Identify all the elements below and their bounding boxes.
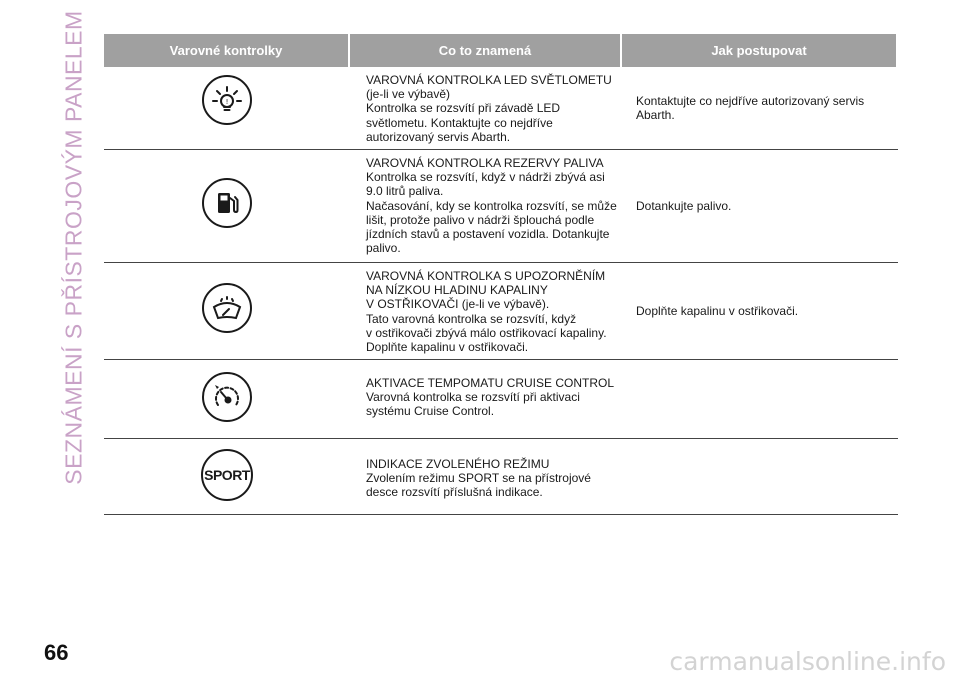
meaning-cell bbox=[350, 150, 622, 262]
header-action: Jak postupovat bbox=[622, 34, 896, 67]
meaning-cell bbox=[350, 263, 622, 359]
action-cell bbox=[622, 263, 898, 359]
cruise-control-icon bbox=[202, 372, 252, 422]
icon-cell bbox=[104, 150, 350, 262]
table-header bbox=[104, 34, 898, 67]
sport-mode-icon bbox=[201, 449, 253, 501]
action-cell bbox=[622, 439, 898, 514]
action-cell bbox=[622, 67, 898, 149]
meaning-cell bbox=[350, 67, 622, 149]
meaning-cell bbox=[350, 439, 622, 514]
table-row bbox=[104, 150, 898, 263]
meaning-text: INDIKACE ZVOLENÉHO REŽIMU Zvolením režimu SPORT se na přístrojové desce rozsvítí příslušná indikace. bbox=[366, 457, 591, 500]
action-text: Dotankujte palivo. bbox=[636, 198, 732, 213]
action-cell bbox=[622, 150, 898, 262]
icon-cell bbox=[104, 263, 350, 359]
watermark: carmanualsonline.info bbox=[669, 647, 946, 676]
section-side-title bbox=[56, 9, 92, 485]
action-cell bbox=[622, 360, 898, 438]
header-meaning: Co to znamená bbox=[350, 34, 620, 67]
table-row bbox=[104, 439, 898, 515]
side-title-text: SEZNÁMENÍ S PŘÍSTROJOVÝM PANELEM bbox=[60, 9, 87, 485]
action-text: Doplňte kapalinu v ostřikovači. bbox=[636, 303, 799, 318]
table-row bbox=[104, 263, 898, 360]
icon-cell bbox=[104, 67, 350, 149]
warning-lights-table bbox=[104, 34, 898, 515]
fuel-pump-icon bbox=[202, 178, 252, 228]
table-row bbox=[104, 360, 898, 439]
svg-text:!: ! bbox=[225, 98, 229, 106]
icon-cell bbox=[104, 439, 350, 514]
meaning-text: VAROVNÁ KONTROLKA S UPOZORNĚNÍM NA NÍZKOU HLADINU KAPALINY V OSTŘIKOVAČI (je-li ve výbavě). Tato varovná kontrolka se rozsvítí, když v ostřikovači zbývá málo ostřikovací kapaliny. Doplňte kapalinu v ostřikovači. bbox=[366, 269, 607, 355]
page-number: 66 bbox=[44, 640, 69, 665]
led-headlight-warning-icon bbox=[202, 75, 252, 125]
header-warning-lights: Varovné kontrolky bbox=[104, 34, 348, 67]
meaning-cell bbox=[350, 360, 622, 438]
action-text: Kontaktujte co nejdříve autorizovaný servis Abarth. bbox=[636, 93, 865, 122]
table-row bbox=[104, 67, 898, 150]
meaning-text: VAROVNÁ KONTROLKA LED SVĚTLOMETU (je-li ve výbavě) Kontrolka se rozsvítí při závadě LED světlometu. Kontaktujte co nejdříve autorizovaný servis Abarth. bbox=[366, 73, 612, 144]
meaning-text: VAROVNÁ KONTROLKA REZERVY PALIVA Kontrolka se rozsvítí, když v nádrži zbývá asi 9.0 litrů paliva. Načasování, kdy se kontrolka rozsvítí, se může lišit, protože palivo v nádrži šplouchá podle jízdních stavů a postavení vozidla. Dotankujte palivo. bbox=[366, 156, 617, 256]
meaning-text: AKTIVACE TEMPOMATU CRUISE CONTROL Varovná kontrolka se rozsvítí při aktivaci systému Cruise Control. bbox=[366, 376, 615, 419]
sport-mode-icon-text: SPORT bbox=[204, 467, 250, 483]
washer-fluid-icon bbox=[202, 283, 252, 333]
icon-cell bbox=[104, 360, 350, 438]
